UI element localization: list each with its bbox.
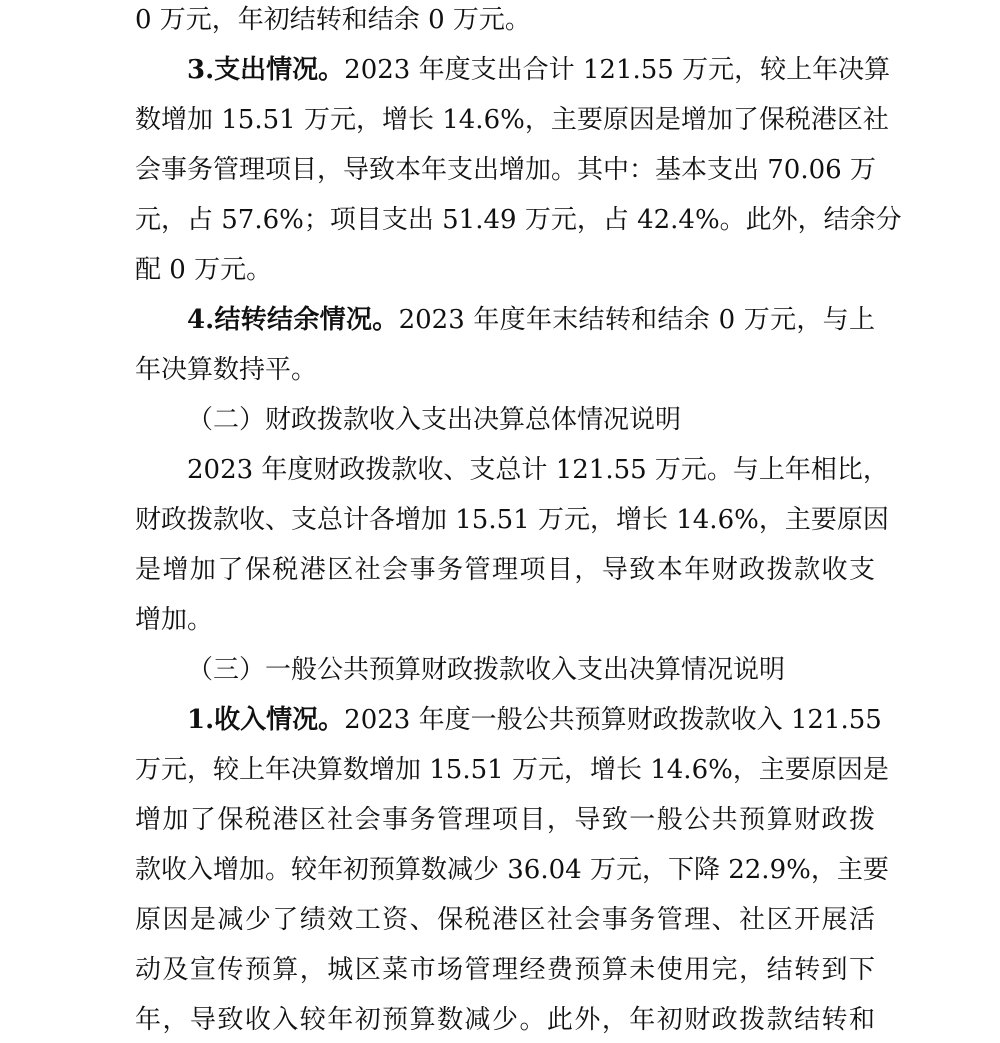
section-income-line (187, 700, 882, 740)
line-text: 数增加 15.51 万元，增长 14.6%，主要原因是增加了保税港区社 (135, 105, 889, 135)
line-text: 原因是减少了绩效工资、保税港区社会事务管理、社区开展活 (135, 905, 875, 935)
line-text: 2023 年度支出合计 121.55 万元，较上年决算 (344, 55, 891, 85)
text-line (135, 900, 875, 940)
line-text: 年决算数持平。 (135, 355, 318, 385)
text-line (135, 250, 272, 290)
line-text: 年，导致收入较年初预算数减少。此外，年初财政拨款结转和 (135, 1005, 875, 1035)
heading-text: （三）一般公共预算财政拨款收入支出决算情况说明 (187, 655, 786, 685)
line-text: 万元，较上年决算数增加 15.51 万元，增长 14.6%，主要原因是 (135, 755, 889, 785)
section-lead-expenditure: 3.支出情况。 (187, 55, 345, 85)
line-text: 会事务管理项目，导致本年支出增加。其中：基本支出 70.06 万 (135, 155, 876, 185)
text-line (135, 1000, 875, 1040)
text-line (135, 150, 875, 190)
line-text: 增加。 (135, 605, 214, 635)
section-expenditure-line (187, 50, 891, 90)
text-line (135, 850, 889, 890)
line-text: 款收入增加。较年初预算数减少 36.04 万元，下降 22.9%，主要 (135, 855, 889, 885)
text-line (135, 200, 902, 240)
heading-text: （二）财政拨款收入支出决算总体情况说明 (187, 405, 682, 435)
text-line (135, 0, 531, 40)
text-line (135, 350, 317, 390)
text-line (187, 450, 889, 490)
line-text: 动及宣传预算，城区菜市场管理经费预算未使用完，结转到下 (135, 955, 875, 985)
text-line (135, 500, 889, 540)
line-text: 2023 年度年末结转和结余 0 万元，与上 (398, 305, 875, 335)
section-carryover-line (187, 300, 875, 340)
line-text: 是增加了保税港区社会事务管理项目，导致本年财政拨款收支 (135, 555, 875, 585)
text-line (135, 950, 875, 990)
text-line (135, 550, 875, 590)
line-text: 2023 年度一般公共预算财政拨款收入 121.55 (344, 705, 882, 735)
line-text: 配 0 万元。 (135, 255, 273, 285)
line-text: 元，占 57.6%；项目支出 51.49 万元，占 42.4%。此外，结余分 (135, 205, 902, 235)
line-text: 2023 年度财政拨款收、支总计 121.55 万元。与上年相比， (187, 455, 889, 485)
text-line (135, 600, 213, 640)
section-heading (187, 400, 681, 440)
section-lead-income: 1.收入情况。 (187, 705, 345, 735)
text-line (135, 100, 889, 140)
line-text: 财政拨款收、支总计各增加 15.51 万元，增长 14.6%，主要原因 (135, 505, 889, 535)
section-lead-carryover: 4.结转结余情况。 (187, 305, 399, 335)
text-line (135, 750, 889, 790)
text-line (135, 800, 875, 840)
section-heading (187, 650, 785, 690)
line-text: 增加了保税港区社会事务管理项目，导致一般公共预算财政拨 (135, 805, 875, 835)
line-text: 0 万元，年初结转和结余 0 万元。 (135, 5, 531, 35)
